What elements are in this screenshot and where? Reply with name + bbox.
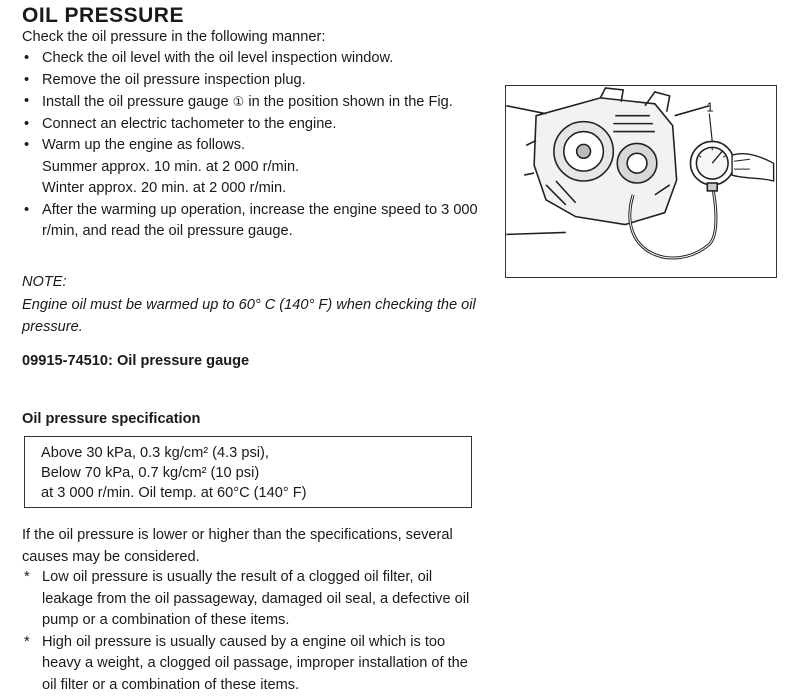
procedure-steps xyxy=(22,48,492,243)
page-title: OIL PRESSURE xyxy=(22,4,184,28)
note-text: Engine oil must be warmed up to 60° C (140° F) when checking the oil pressure. xyxy=(22,294,492,338)
step-text: Warm up the engine as follows. xyxy=(42,137,245,153)
step-item xyxy=(22,48,492,70)
causes-intro: If the oil pressure is lower or higher than the specifications, several causes may be considered. xyxy=(22,525,482,568)
cause-item xyxy=(22,567,482,632)
bullet-icon: • xyxy=(24,114,29,136)
bullet-icon: • xyxy=(24,200,29,222)
step-text: in the position shown in the Fig. xyxy=(248,94,452,110)
step-text: Connect an electric tachometer to the engine. xyxy=(42,116,336,132)
spec-line: at 3 000 r/min. Oil temp. at 60°C (140° F) xyxy=(41,483,471,503)
bullet-icon: • xyxy=(24,135,29,157)
special-tool-line: 09915-74510: Oil pressure gauge xyxy=(22,353,249,369)
step-text: Remove the oil pressure inspection plug. xyxy=(42,72,306,88)
note-label: NOTE: xyxy=(22,274,67,290)
asterisk-icon: * xyxy=(24,567,30,589)
intro-text: Check the oil pressure in the following manner: xyxy=(22,27,325,49)
bullet-icon: • xyxy=(24,48,29,70)
step-item xyxy=(22,114,492,136)
bullet-icon: • xyxy=(24,91,29,113)
asterisk-icon: * xyxy=(24,632,30,654)
callout-marker: ① xyxy=(233,94,245,109)
spec-line: Below 70 kPa, 0.7 kg/cm² (10 psi) xyxy=(41,463,471,483)
step-item xyxy=(22,91,492,114)
step-item xyxy=(22,200,492,243)
gauge-installation-figure xyxy=(505,85,777,278)
bullet-icon: • xyxy=(24,70,29,92)
step-text: Install the oil pressure gauge xyxy=(42,94,229,110)
spec-box xyxy=(24,436,472,508)
cause-text: Low oil pressure is usually the result of a clogged oil filter, oil leakage from the oil passageway, damaged oil seal, a defective oil pump or a combination of these items. xyxy=(42,569,469,628)
step-text: After the warming up operation, increase the engine speed to 3 000 r/min, and read the oil pressure gauge. xyxy=(42,202,478,240)
step-subline: Winter approx. 20 min. at 2 000 r/min. xyxy=(42,178,492,200)
cause-item xyxy=(22,632,482,696)
spec-line: Above 30 kPa, 0.3 kg/cm² (4.3 psi), xyxy=(41,443,471,463)
cause-text: High oil pressure is usually caused by a engine oil which is too heavy a weight, a clogged oil passage, improper installation of the oil filter or a combination of these items. xyxy=(42,634,468,693)
engine-gauge-icon xyxy=(506,86,776,277)
step-subline: Summer approx. 10 min. at 2 000 r/min. xyxy=(42,157,492,179)
step-item xyxy=(22,70,492,92)
step-text: Check the oil level with the oil level inspection window. xyxy=(42,50,393,66)
causes-list xyxy=(22,567,482,696)
figure-callout-label: 1 xyxy=(706,100,713,115)
spec-heading: Oil pressure specification xyxy=(22,411,200,427)
step-item xyxy=(22,135,492,200)
